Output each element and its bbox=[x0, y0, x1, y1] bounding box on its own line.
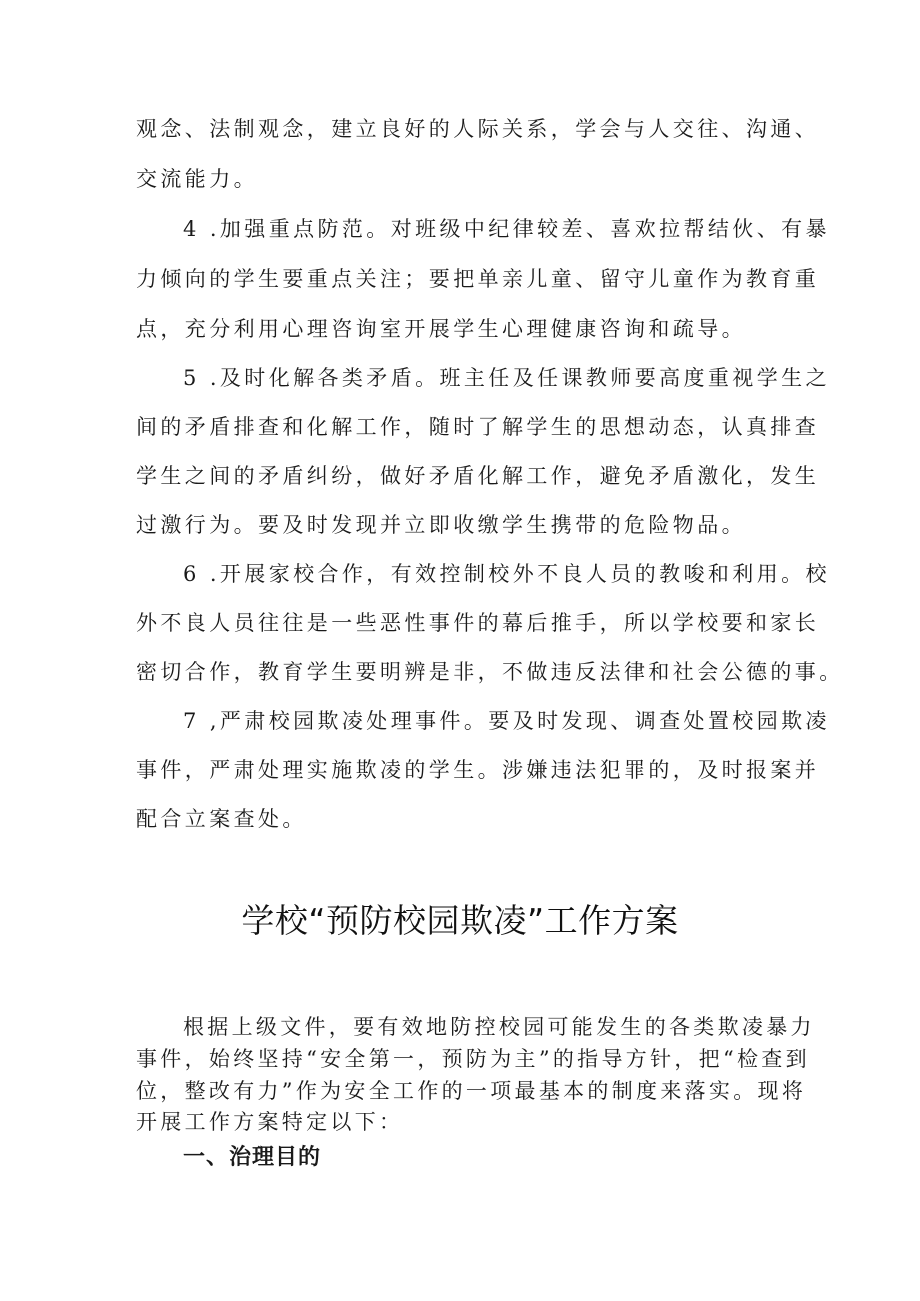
paragraph-line: 点，充分利用心理咨询室开展学生心理健康咨询和疏导。 bbox=[136, 317, 746, 341]
paragraph-line: 4 .加强重点防范。对班级中纪律较差、喜欢拉帮结伙、有暴 bbox=[183, 217, 830, 241]
paragraph-line: 密切合作，教育学生要明辨是非，不做违反法律和社会公德的事。 bbox=[136, 660, 844, 684]
paragraph-line: 外不良人员往往是一些恶性事件的幕后推手，所以学校要和家长 bbox=[136, 611, 820, 635]
paragraph-line: 观念、法制观念，建立良好的人际关系，学会与人交往、沟通、 bbox=[136, 117, 820, 141]
paragraph-line: 事件，始终坚持“安全第一，预防为主”的指导方针，把“检查到 bbox=[136, 1047, 810, 1071]
paragraph-line: 过激行为。要及时发现并立即收缴学生携带的危险物品。 bbox=[136, 513, 746, 537]
paragraph-line: 根据上级文件，要有效地防控校园可能发生的各类欺凌暴力 bbox=[183, 1015, 815, 1039]
paragraph-line: 7 ,严肃校园欺凌处理事件。要及时发现、调查处置校园欺凌 bbox=[183, 709, 830, 733]
paragraph-line: 配合立案查处。 bbox=[136, 807, 307, 831]
paragraph-line: 交流能力。 bbox=[136, 167, 258, 191]
section-heading: 一、治理目的 bbox=[183, 1145, 322, 1170]
paragraph-line: 6 .开展家校合作，有效控制校外不良人员的教唆和利用。校 bbox=[183, 562, 830, 586]
paragraph-line: 力倾向的学生要重点关注；要把单亲儿童、留守儿童作为教育重 bbox=[136, 267, 820, 291]
paragraph-line: 位，整改有力”作为安全工作的一项最基本的制度来落实。现将 bbox=[136, 1079, 807, 1103]
paragraph-line: 间的矛盾排查和化解工作，随时了解学生的思想动态，认真排查 bbox=[136, 415, 820, 439]
paragraph-line: 学生之间的矛盾纠纷，做好矛盾化解工作，避免矛盾激化，发生 bbox=[136, 464, 820, 488]
paragraph-line: 5 .及时化解各类矛盾。班主任及任课教师要高度重视学生之 bbox=[183, 366, 830, 390]
paragraph-line: 开展工作方案特定以下： bbox=[136, 1110, 404, 1134]
paragraph-line: 事件，严肃处理实施欺凌的学生。涉嫌违法犯罪的，及时报案并 bbox=[136, 758, 820, 782]
document-title: 学校“预防校园欺凌”工作方案 bbox=[241, 901, 679, 940]
